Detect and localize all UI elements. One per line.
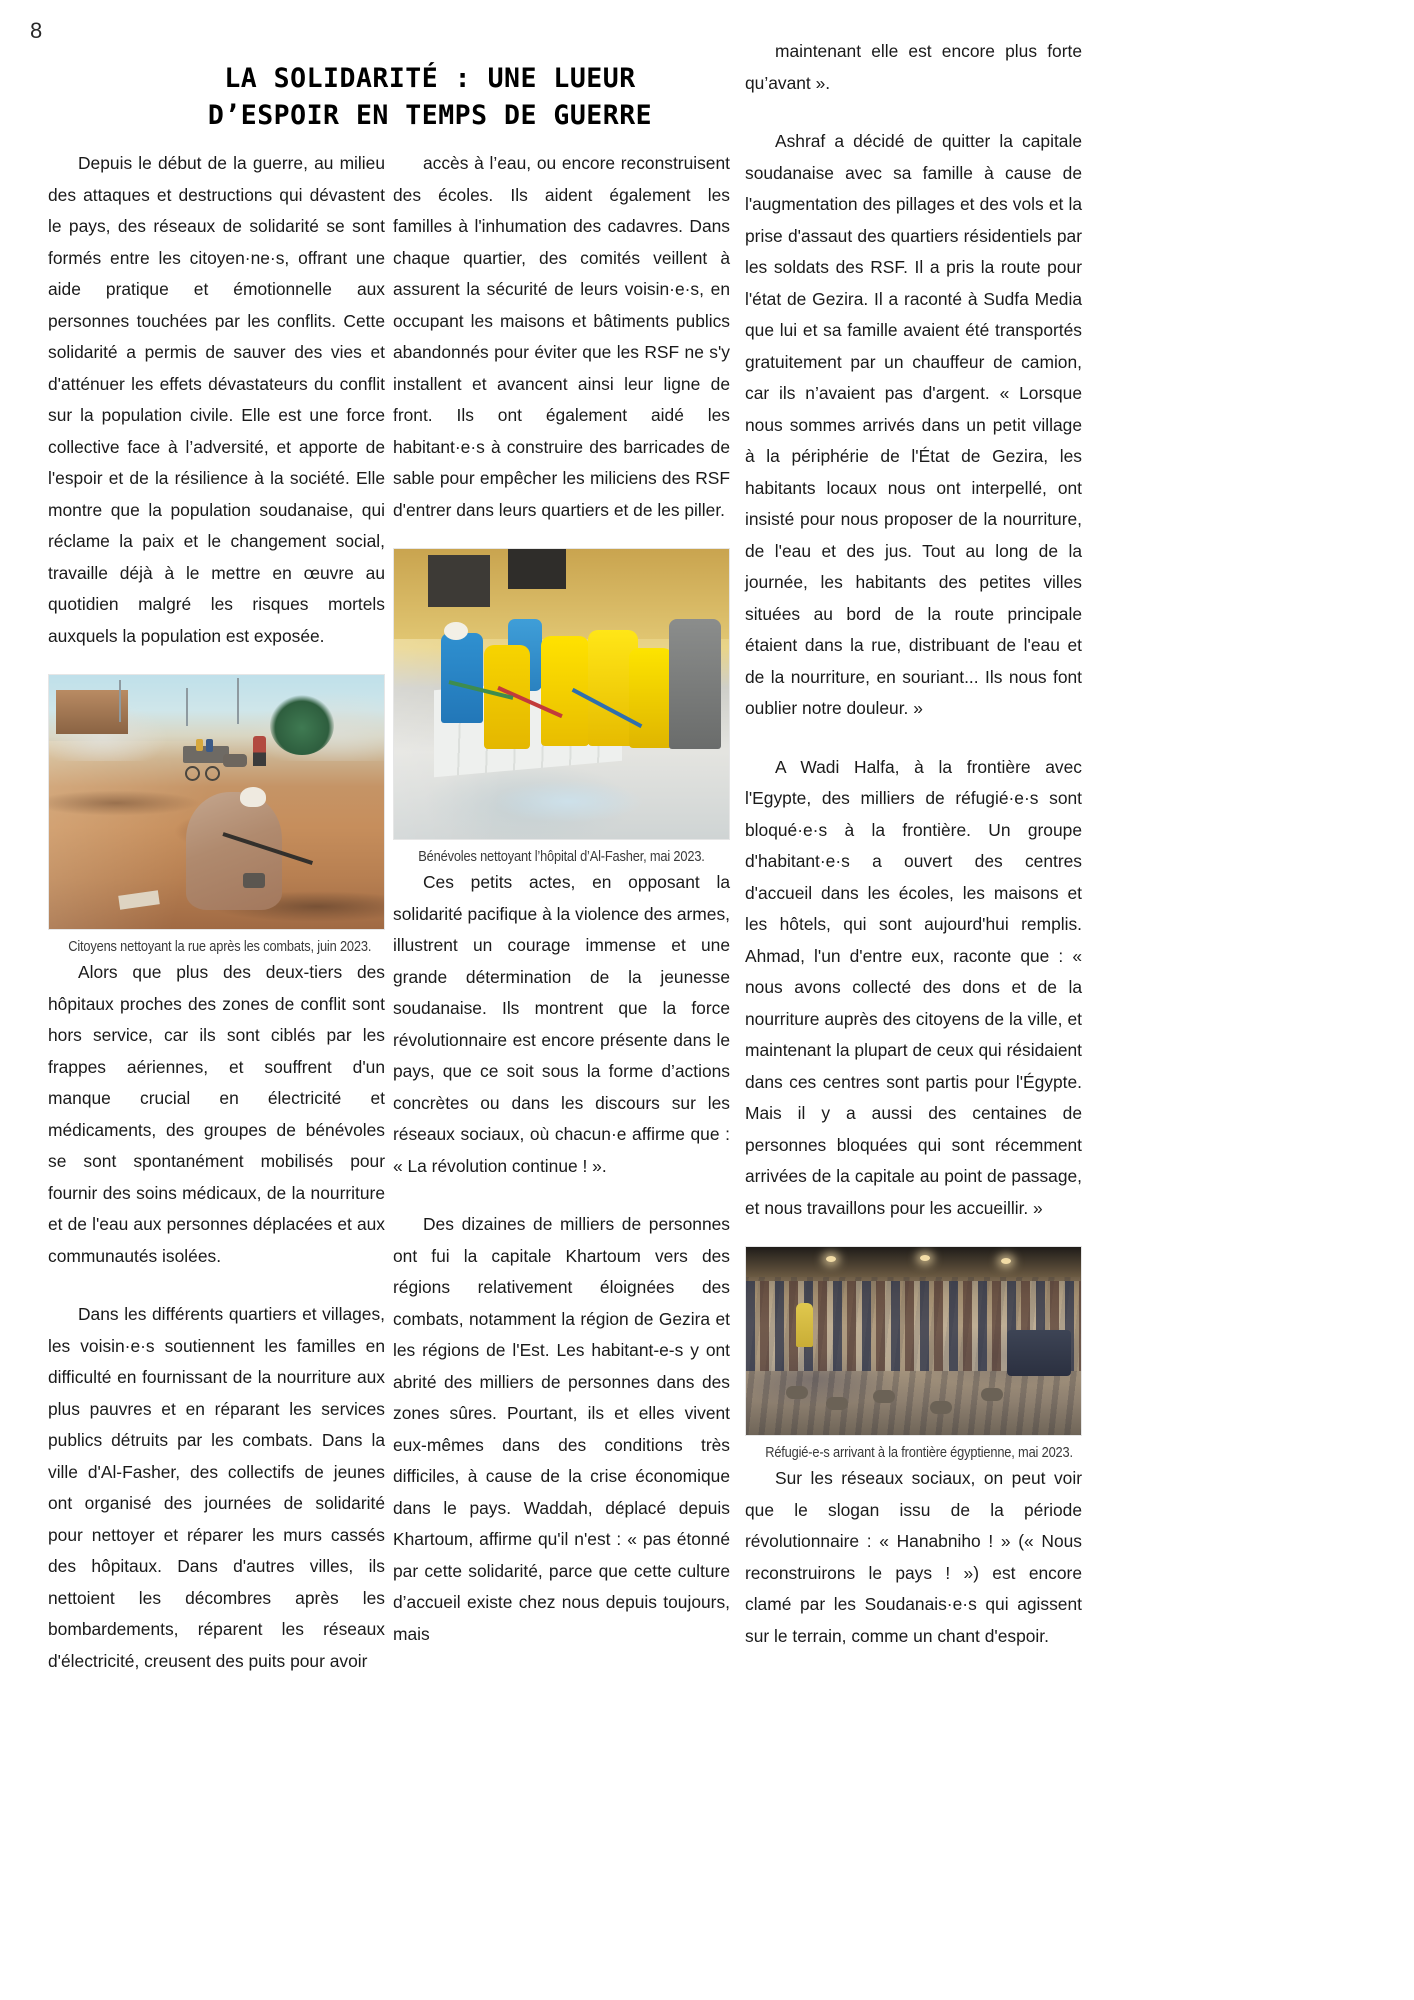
seated-person-decoration [930, 1401, 952, 1414]
shovel-blade-decoration [243, 873, 265, 888]
person-yellow-decoration [796, 1303, 813, 1347]
page-number: 8 [30, 18, 43, 43]
seated-person-decoration [873, 1390, 895, 1403]
person-gray-shirt-decoration [669, 619, 721, 749]
person-blue-gown-decoration [441, 633, 483, 723]
figure-volunteers-cleaning-hospital [393, 548, 730, 867]
tree-decoration [270, 695, 334, 755]
donkey-decoration [223, 754, 247, 767]
article-column-3 [745, 36, 1082, 1652]
pole-decoration [186, 688, 188, 726]
headline-line-2: D’ESPOIR EN TEMPS DE GUERRE [207, 99, 653, 131]
door-decoration [428, 555, 490, 607]
photo-refugees-arriving-egyptian-border [745, 1246, 1082, 1436]
headwrap-decoration [444, 622, 468, 640]
person-yellow-suit-decoration [541, 636, 589, 746]
wheel-decoration [185, 766, 200, 781]
person-yellow-suit-decoration [629, 648, 673, 748]
photo-citizens-cleaning-street [48, 674, 385, 930]
article-column-2 [393, 148, 730, 1650]
lamp-decoration [920, 1255, 930, 1261]
photo-volunteers-cleaning-hospital [393, 548, 730, 840]
paragraph: A Wadi Halfa, à la frontière avec l'Egypte, des milliers de réfugié·e·s sont bloqué·e·s à la frontière. Un groupe d'habitant·e·s a ouvert des centres d'accueil dans les écoles, les maisons et les hôtels, qui sont aujourd'hui remplis. Ahmad, l'un d'entre eux, raconte que : « nous avons collecté des dons et de la nourriture auprès des citoyens de la ville, et maintenant la plupart de ceux qui résidaient dans ces centres sont partis pour l'Égypte. Mais il y a aussi des centaines de personnes bloquées qui sont récemment arrivées de la capitale au point de passage, et nous travaillons pour les accueillir. » [745, 756, 1082, 1218]
headline-line-1: LA SOLIDARITÉ : UNE LUEUR [224, 62, 636, 94]
luggage-decoration [1007, 1330, 1071, 1376]
wheel-decoration [205, 766, 220, 781]
seated-person-decoration [786, 1386, 808, 1399]
debris-decoration [119, 891, 161, 910]
paragraph: accès à l’eau, ou encore reconstruisent des écoles. Ils aident également les familles à l'inhumation des cadavres. Dans chaque quartier, des comités veillent à assurent la sécurité de leurs voisin·e·s, en occupant les maisons et bâtiments publics abandonnés pour éviter que les RSF ne s'y installent et avancent ainsi leur ligne de front. Ils ont également aidé les habitant·e·s à construire des barricades de sable pour empêcher les miliciens des RSF d'entrer dans leurs quartiers et de les piller. [393, 153, 730, 520]
paragraph: Depuis le début de la guerre, au milieu des attaques et destructions qui dévastent le pays, des réseaux de solidarité se sont formés entre les citoyen·ne·s, offrant une aide pratique et émotionnelle aux personnes touchées par les conflits. Cette solidarité a permis de sauver des vies et d'atténuer les effets dévastateurs du conflit sur la population civile. Elle est une force collective face à l’adversité, et apporte de l'espoir et de la résilience à la société. Elle montre que la population soudanaise, qui réclame la paix et le changement social, travaille déjà à le mettre en œuvre au quotidien malgré les risques mortels auxquels la population est exposée. [48, 153, 385, 646]
paragraph: Ces petits actes, en opposant la solidarité pacifique à la violence des armes, illustrent un courage immense et une grande détermination de la jeunesse soudanaise. Ils montrent que la force révolutionnaire est encore présente dans le pays, que ce soit sous la forme d’actions concrètes ou dans les discours sur les réseaux sociaux, où chacun·e affirme que : « La révolution continue ! ». [393, 872, 730, 1176]
water-decoration [495, 781, 642, 822]
paragraph: maintenant elle est encore plus forte qu’avant ». [745, 41, 1082, 93]
ceiling-decoration [746, 1247, 1081, 1277]
person-decoration [196, 739, 203, 751]
figure-caption: Bénévoles nettoyant l’hôpital d’Al-Fasher, mai 2023. [418, 849, 705, 865]
person-decoration [206, 739, 213, 752]
pole-decoration [237, 678, 239, 724]
paragraph: Alors que plus des deux-tiers des hôpitaux proches des zones de conflit sont hors service, car ils sont ciblés par les frappes aériennes, et souffrent d'un manque crucial en électricité et médicaments, des groupes de bénévoles se sont spontanément mobilisés pour fournir des soins médicaux, de la nourriture et de l'eau aux personnes déplacées et aux communautés isolées. [48, 962, 385, 1266]
seated-person-decoration [826, 1397, 848, 1410]
paragraph: Dans les différents quartiers et villages, les voisin·e·s soutiennent les familles en difficulté en fournissant de la nourriture aux plus pauvres et en réparant les services publics détruits par les combats. Dans la ville d'Al-Fasher, des collectifs de jeunes ont organisé des journées de solidarité pour nettoyer et réparer les murs cassés des hôpitaux. Dans d'autres villes, ils nettoient les décombres après les bombardements, réparent les réseaux d'électricité, creusent des puits pour avoir [48, 1304, 385, 1671]
door-decoration [508, 549, 566, 589]
figure-caption: Citoyens nettoyant la rue après les combats, juin 2023. [68, 939, 372, 955]
person-decoration [253, 736, 266, 766]
figure-caption: Réfugié-e-s arrivant à la frontière égyptienne, mai 2023. [765, 1445, 1073, 1461]
seated-person-decoration [981, 1388, 1003, 1401]
figure-refugees-border [745, 1246, 1082, 1463]
head-decoration [240, 787, 266, 807]
paragraph: Des dizaines de milliers de personnes ont fui la capitale Khartoum vers des régions relativement éloignées des combats, notamment la région de Gezira et les régions de l'Est. Les habitant-e-s y ont abrité des milliers de personnes dans des zones sûres. Pourtant, ils et elles vivent eux-mêmes dans des conditions très difficiles, à cause de la crise économique dans le pays. Waddah, déplacé depuis Khartoum, affirme qu'il n'est : « pas étonné par cette solidarité, parce que cette culture d’accueil existe chez nous depuis toujours, mais [393, 1214, 730, 1644]
article-column-1 [48, 148, 385, 1677]
pole-decoration [119, 680, 121, 722]
paragraph: Ashraf a décidé de quitter la capitale soudanaise avec sa famille à cause de l'augmentation des pillages et des vols et la prise d'assaut des quartiers résidentiels par les soldats des RSF. Il a pris la route pour l'état de Gezira. Il a raconté à Sudfa Media que lui et sa famille avaient été transportés gratuitement par un chauffeur de camion, car ils n’avaient pas d'argent. « Lorsque nous sommes arrivés dans un petit village à la périphérie de l'État de Gezira, les habitants locaux nous ont interpellé, ont insisté pour nous proposer de la nourriture, de l'eau et des jus. Tout au long de la journée, les habitants des petites villes situées au bord de la route principale étaient dans la rue, distribuant de l'eau et de la nourriture, en souriant... Ils nous font oublier notre douleur. » [745, 131, 1082, 718]
page-title [120, 60, 740, 134]
paragraph: Sur les réseaux sociaux, on peut voir que le slogan issu de la période révolutionnaire : « Hanabniho ! » (« Nous reconstruirons le pays ! ») est encore clamé par les Soudanais·e·s qui agissent sur le terrain, comme un chant d'espoir. [745, 1468, 1082, 1646]
figure-citizens-cleaning-street [48, 674, 385, 957]
building-decoration [56, 690, 128, 734]
